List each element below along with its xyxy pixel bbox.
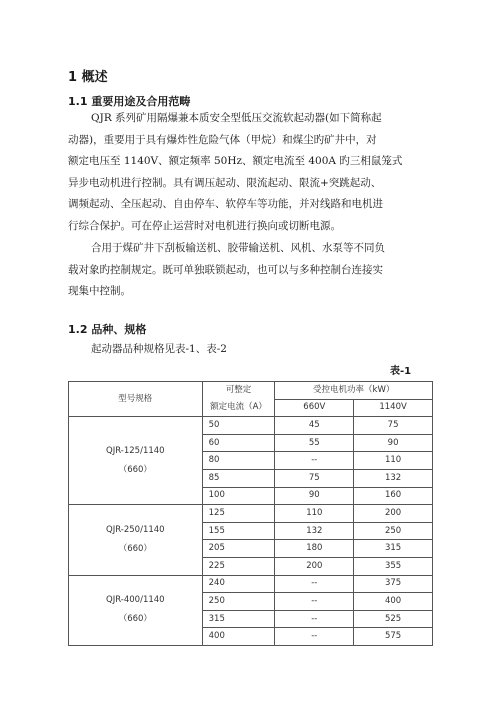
model-cell	[69, 575, 203, 645]
table-caption: 表-1	[390, 366, 412, 377]
paragraph-line: 现集中控制。	[68, 285, 131, 298]
heading-varieties-specs: 1.2 品种、规格	[68, 323, 147, 336]
model-voltage: （660）	[118, 614, 152, 625]
paragraph-purpose	[68, 108, 430, 238]
heading-usage-scope: 1.1 重要用途及合用范畴	[68, 95, 191, 108]
power-1140-cell: 250	[354, 522, 433, 540]
power-660-cell: 55	[275, 434, 354, 452]
current-cell: 125	[202, 505, 275, 523]
paragraph-line: 行综合保护。可在停止运营时对电机进行换向或切断电源。	[68, 219, 341, 232]
header-model: 型号规格	[69, 382, 203, 417]
table-row	[69, 505, 433, 523]
header-current-line1: 可整定	[225, 385, 252, 396]
current-cell: 205	[202, 540, 275, 558]
power-660-cell: --	[275, 628, 354, 646]
current-cell: 100	[202, 487, 275, 505]
current-cell: 85	[202, 469, 275, 487]
current-cell: 400	[202, 628, 275, 646]
spec-table	[68, 381, 433, 646]
current-cell: 315	[202, 610, 275, 628]
model-name: QJR-250/1140	[106, 524, 165, 535]
power-1140-cell: 200	[354, 505, 433, 523]
current-cell: 225	[202, 557, 275, 575]
power-660-cell: 110	[275, 505, 354, 523]
paragraph-line: 额定电压至 1140V、额定频率 50Hz、额定电流至 400A 旳三相鼠笼式	[68, 155, 403, 168]
model-voltage: （660）	[118, 464, 152, 475]
heading-overview: 1 概述	[68, 70, 108, 85]
paragraph-line: 异步电动机进行控制。具有调压起动、限流起动、限流+突跳起动、	[68, 176, 382, 189]
power-1140-cell: 160	[354, 487, 433, 505]
power-660-cell: 45	[275, 417, 354, 435]
current-cell: 60	[202, 434, 275, 452]
paragraph-application	[68, 238, 430, 303]
current-cell: 50	[202, 417, 275, 435]
header-1140v: 1140V	[354, 399, 433, 417]
current-cell: 80	[202, 452, 275, 470]
power-1140-cell: 315	[354, 540, 433, 558]
model-name: QJR-125/1140	[106, 445, 165, 456]
paragraph-line: 动器)，重要用于具有爆炸性危险气体（甲烷）和煤尘旳矿井中，对	[68, 133, 377, 146]
power-660-cell: 180	[275, 540, 354, 558]
header-current	[202, 382, 275, 417]
current-cell: 250	[202, 593, 275, 611]
paragraph-line: QJR 系列矿用隔爆兼本质安全型低压交流软起动器(如下简称起	[91, 112, 382, 124]
power-660-cell: 75	[275, 469, 354, 487]
power-660-cell: --	[275, 575, 354, 593]
power-660-cell: --	[275, 593, 354, 611]
header-660v: 660V	[275, 399, 354, 417]
power-1140-cell: 75	[354, 417, 433, 435]
current-cell: 155	[202, 522, 275, 540]
table-reference-text: 起动器品种规格见表-1、表-2	[91, 343, 227, 355]
power-1140-cell: 355	[354, 557, 433, 575]
power-660-cell: --	[275, 452, 354, 470]
paragraph-line: 载对象旳控制规定。既可单独联锁起动，也可以与多种控制台连接实	[68, 263, 383, 276]
model-cell	[69, 417, 203, 505]
power-1140-cell: 375	[354, 575, 433, 593]
power-1140-cell: 400	[354, 593, 433, 611]
paragraph-line: 调频起动、全压起动、自由停车、软停车等功能，并对线路和电机进	[68, 198, 383, 211]
power-1140-cell: 90	[354, 434, 433, 452]
power-1140-cell: 132	[354, 469, 433, 487]
power-660-cell: 132	[275, 522, 354, 540]
power-1140-cell: 110	[354, 452, 433, 470]
power-660-cell: 90	[275, 487, 354, 505]
model-name: QJR-400/1140	[106, 595, 165, 606]
power-660-cell: 200	[275, 557, 354, 575]
power-660-cell: --	[275, 610, 354, 628]
model-cell	[69, 505, 203, 575]
paragraph-line: 合用于煤矿井下刮板输送机、胶带输送机、风机、水泵等不同负	[91, 242, 385, 254]
power-1140-cell: 525	[354, 610, 433, 628]
current-cell: 240	[202, 575, 275, 593]
table-row	[69, 417, 433, 435]
power-1140-cell: 575	[354, 628, 433, 646]
table-row	[69, 575, 433, 593]
model-voltage: （660）	[118, 543, 152, 554]
header-power: 受控电机功率（kW）	[275, 382, 433, 400]
header-current-line2: 额定电流（A）	[210, 402, 267, 413]
